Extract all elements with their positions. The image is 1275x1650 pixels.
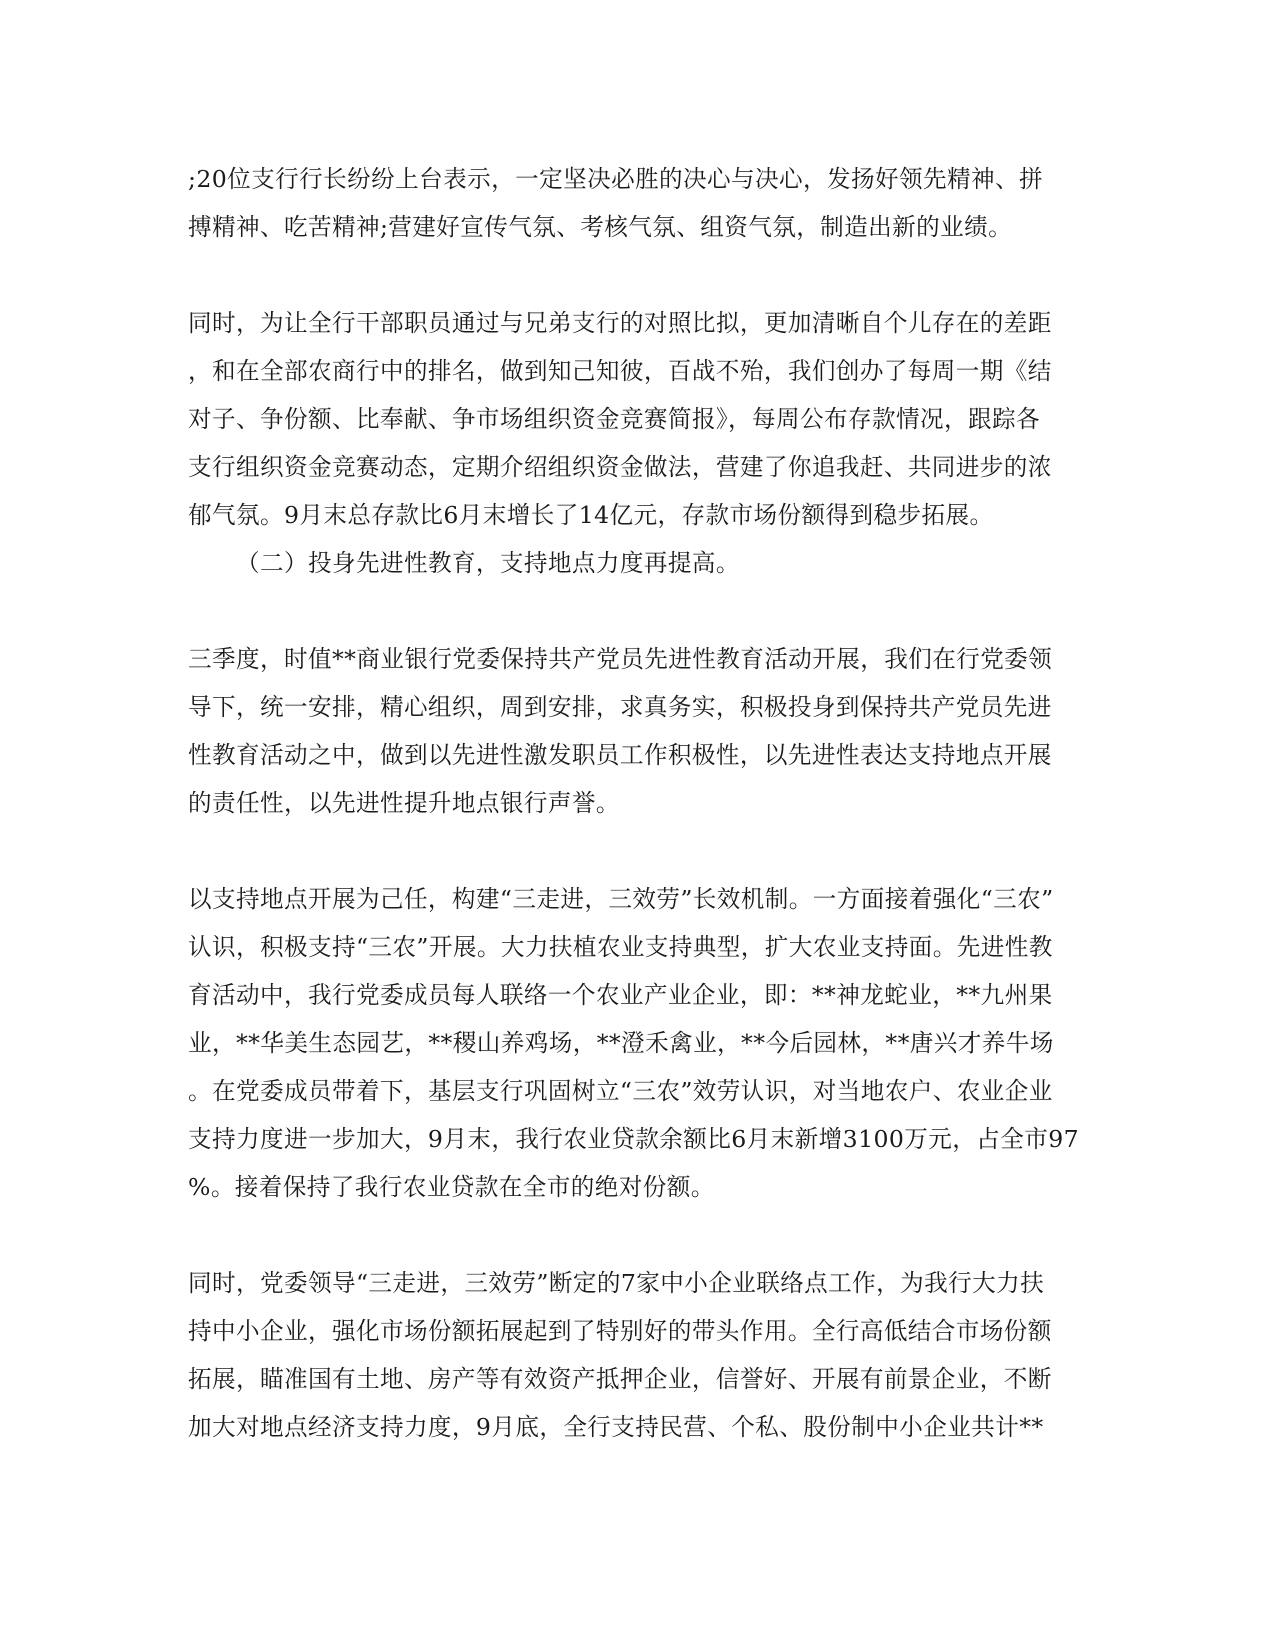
paragraph-3: 三季度，时值**商业银行党委保持共产党员先进性教育活动开展，我们在行党委领 导下，统一安排，精心组织，周到安排，求真务实，积极投身到保持共产党员先进 性教育活动之中，做到以先进性激发职员工作积极性，以先进性表达支持地点开展 的责任性，以先进性提升地点银行声誉。 — [188, 645, 1053, 817]
paragraph-5: 同时，党委领导“三走进，三效劳”断定的7家中小企业联络点工作，为我行大力扶 持中小企业，强化市场份额拓展起到了特别好的带头作用。全行高低结合市场份额 拓展，瞄准国有土地、房产等有效资产抵押企业，信誉好、开展有前景企业，不断 加大对地点经济支持力度，9月底，全行支持民营、个私、股份制中小企业共计** — [188, 1269, 1052, 1441]
paragraph-1: ;20位支行行长纷纷上台表示，一定坚决必胜的决心与决心，发扬好领先精神、拼 搏精神、吃苦精神;营建好宣传气氛、考核气氛、组资气氛，制造出新的业绩。 — [188, 165, 1043, 241]
paragraph-gap — [188, 827, 1086, 875]
paragraph-gap — [188, 1211, 1086, 1259]
paragraph-4: 以支持地点开展为己任，构建“三走进，三效劳”长效机制。一方面接着强化“三农” 认识，积极支持“三农”开展。大力扶植农业支持典型，扩大农业支持面。先进性教 育活动中，我行党委成员每人联络一个农业产业企业，即：**神龙蛇业，**九州果 业，**华美生态园艺，**稷山养鸡场，**澄禾禽业，**今后园林，**唐兴才养牛场 。在党委成员带着下，基层支行巩固树立“三农”效劳认识，对当地农户、农业企业 支持力度进一步加大，9月末，我行农业贷款余额比6月末新增3100万元，占全市97 %。接着保持了我行农业贷款在全市的绝对份额。 — [188, 885, 1080, 1201]
section-heading: （二）投身先进性教育，支持地点力度再提高。 — [236, 549, 740, 577]
document-body — [188, 155, 1086, 1451]
paragraph-gap — [188, 587, 1086, 635]
paragraph-gap — [188, 251, 1086, 299]
paragraph-2: 同时，为让全行干部职员通过与兄弟支行的对照比拟，更加清晰自个儿存在的差距 ，和在全部农商行中的排名，做到知己知彼，百战不殆，我们创办了每周一期《结 对子、争份额、比奉献、争市场组织资金竞赛简报》，每周公布存款情况，跟踪各 支行组织资金竞赛动态，定期介绍组织资金做法，营建了你追我赶、共同进步的浓 郁气氛。9月末总存款比6月末增长了14亿元，存款市场份额得到稳步拓展。 — [188, 309, 1052, 529]
